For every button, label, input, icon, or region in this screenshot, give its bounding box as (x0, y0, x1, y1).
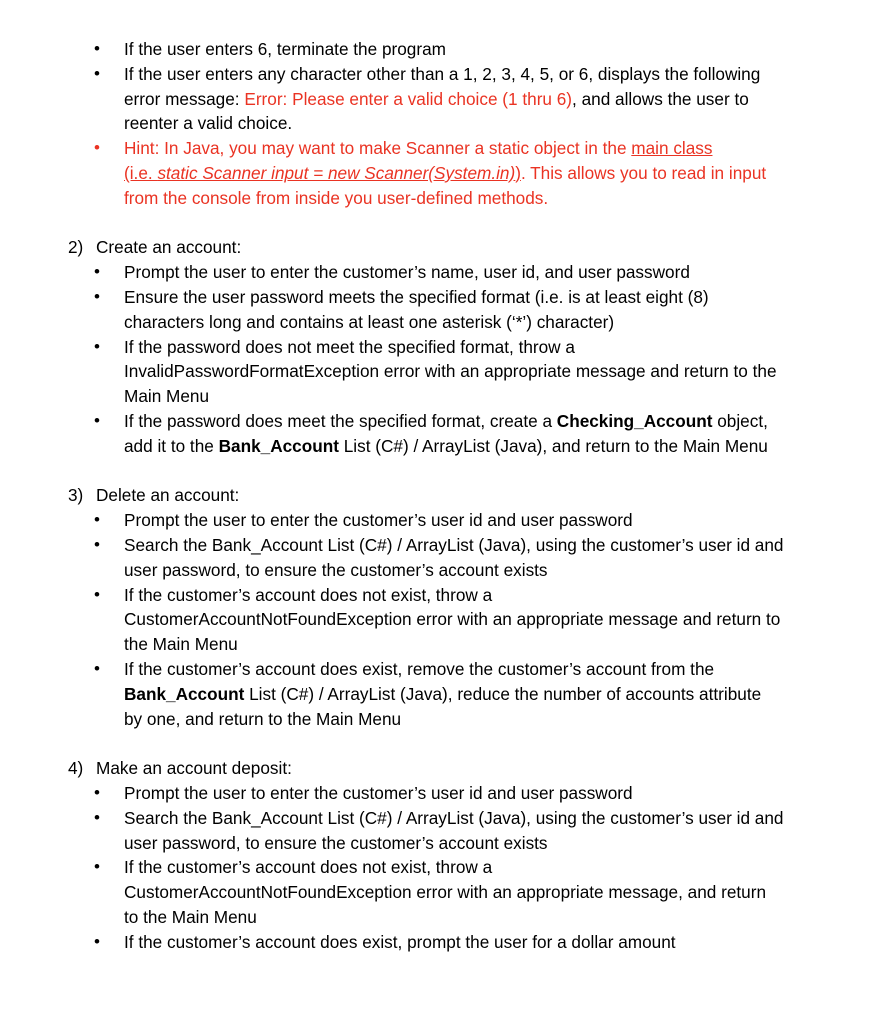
bullet-icon: • (94, 63, 100, 83)
list-item (0, 260, 784, 285)
bullet-icon: • (94, 138, 100, 158)
error-message-text: Error: Please enter a valid choice (1 thru 6) (244, 88, 573, 109)
bullet-text: Search the Bank_Account List (C#) / ArrayList (Java), using the customer’s user id and user password, to ensure the customer’s account exists (124, 807, 784, 853)
list-item (0, 781, 784, 806)
spacer (0, 459, 881, 484)
bullet-icon: • (94, 857, 100, 877)
hint-text: Hint: In Java, you may want to make Scanner a static object in the (124, 138, 632, 159)
bullet-text: If the customer’s account does exist, remove the customer’s account from the (124, 658, 715, 679)
document-page (0, 37, 881, 954)
list-item (0, 508, 784, 533)
bullet-text: List (C#) / ArrayList (Java), and return to the Main Menu (338, 435, 768, 456)
section-title: Delete an account: (96, 485, 240, 506)
bullet-icon: • (94, 782, 100, 802)
bullet-text: If the user enters 6, terminate the program (124, 39, 446, 59)
spacer (0, 211, 881, 236)
list-item (0, 409, 784, 459)
hint-text: . This allows you to read in input from the console from inside you user-defined methods. (124, 162, 767, 208)
hint-code-prefix: (i.e. (124, 162, 158, 183)
list-item (0, 657, 784, 731)
bullet-text: If the password does meet the specified format, create a (124, 410, 557, 431)
bullet-text: List (C#) / ArrayList (Java), reduce the number of accounts attribute by one, and return to the Main Menu (124, 683, 762, 729)
section-heading-make-deposit (0, 756, 881, 781)
delete-account-list (0, 508, 881, 731)
bullet-text: Prompt the user to enter the customer’s name, user id, and user password (124, 262, 690, 283)
bold-term: Bank_Account (124, 683, 245, 704)
list-item (0, 855, 784, 929)
bullet-icon: • (94, 584, 100, 604)
list-item (0, 806, 784, 856)
list-item (0, 930, 784, 955)
bullet-icon: • (94, 510, 100, 530)
bullet-text: Ensure the user password meets the specified format (i.e. is at least eight (8) characters long and contains at least one asterisk (‘*’) character) (124, 286, 709, 332)
make-deposit-list (0, 781, 881, 955)
bullet-text: If the customer’s account does not exist, throw a CustomerAccountNotFoundException error with an appropriate message and return to the Main Menu (124, 584, 781, 655)
list-item (0, 37, 784, 62)
spacer (0, 731, 881, 756)
bullet-text: object, add it to the (124, 410, 768, 456)
section-title: Create an account: (96, 237, 242, 258)
bullet-text: , and allows the user to reenter a valid choice. (124, 88, 749, 134)
bullet-text: If the user enters any character other than a 1, 2, 3, 4, 5, or 6, displays the following error message: (124, 63, 761, 109)
bullet-icon: • (94, 807, 100, 827)
list-item (0, 62, 784, 136)
hint-code: static Scanner input = new Scanner(System.in) (157, 162, 516, 183)
list-item (0, 533, 784, 583)
list-item (0, 285, 784, 335)
bold-term: Checking_Account (556, 410, 713, 431)
create-account-list (0, 260, 881, 458)
hint-code-link[interactable] (124, 163, 521, 183)
bullet-text: Search the Bank_Account List (C#) / ArrayList (Java), using the customer’s user id and user password, to ensure the customer’s account exists (124, 534, 784, 580)
section-number: 4) (68, 758, 84, 779)
intro-bullet-list (0, 37, 881, 211)
bullet-icon: • (94, 336, 100, 356)
hint-item (0, 136, 784, 210)
bullet-text: If the password does not meet the specified format, throw a InvalidPasswordFormatException error with an appropriate message and return to the Main Menu (124, 336, 777, 407)
main-class-link[interactable]: main class (631, 138, 713, 159)
section-title: Make an account deposit: (96, 758, 292, 779)
section-number: 2) (68, 237, 84, 258)
hint-code-suffix: ) (515, 162, 521, 183)
bullet-icon: • (94, 262, 100, 282)
bullet-text: If the customer’s account does exist, prompt the user for a dollar amount (124, 931, 676, 952)
section-heading-create-account (0, 235, 881, 260)
bullet-icon: • (94, 658, 100, 678)
bullet-icon: • (94, 39, 100, 58)
bullet-icon: • (94, 286, 100, 306)
bullet-icon: • (94, 410, 100, 430)
list-item (0, 583, 784, 657)
section-number: 3) (68, 485, 84, 506)
list-item (0, 335, 784, 409)
bullet-text: Prompt the user to enter the customer’s user id and user password (124, 510, 633, 531)
bold-term: Bank_Account (218, 435, 339, 456)
bullet-text: If the customer’s account does not exist, throw a CustomerAccountNotFoundException error with an appropriate message, and return to the Main Menu (124, 857, 767, 927)
bullet-icon: • (94, 534, 100, 554)
section-heading-delete-account (0, 483, 881, 508)
bullet-icon: • (94, 931, 100, 951)
bullet-text: Prompt the user to enter the customer’s user id and user password (124, 782, 633, 803)
